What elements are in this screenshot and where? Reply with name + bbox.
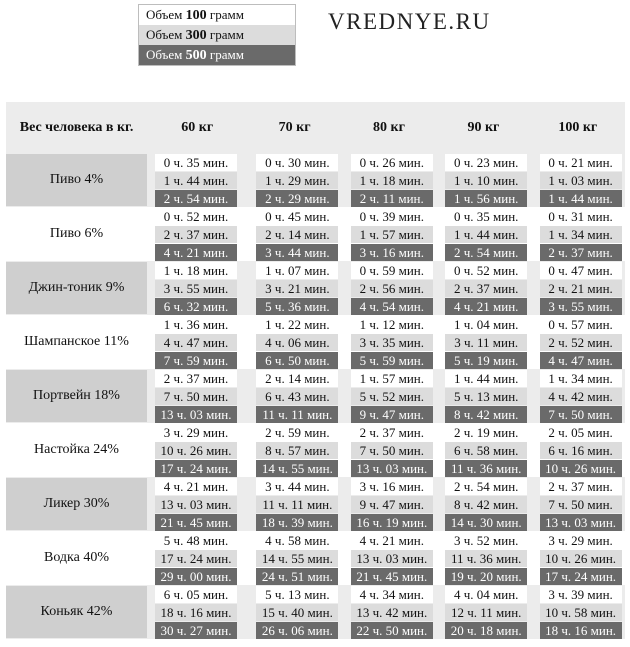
- elimination-time-100g: 0 ч. 52 мин.: [155, 208, 237, 225]
- weight-header-80: 80 кг: [373, 119, 405, 135]
- drink-label: Пиво 4%: [6, 154, 147, 206]
- elimination-time-500g: 21 ч. 45 мин.: [155, 514, 237, 531]
- elimination-time-300g: 4 ч. 47 мин.: [155, 334, 237, 351]
- elimination-time-100g: 0 ч. 39 мин.: [351, 208, 433, 225]
- time-cell-group: [147, 315, 247, 369]
- elimination-time-100g: 1 ч. 07 мин.: [256, 262, 338, 279]
- elimination-time-300g: 7 ч. 50 мин.: [540, 496, 622, 513]
- site-name: VREDNYE.RU: [328, 9, 491, 34]
- elimination-time-500g: 4 ч. 21 мин.: [155, 244, 237, 261]
- elimination-time-100g: 6 ч. 05 мин.: [155, 586, 237, 603]
- elimination-time-300g: 1 ч. 44 мин.: [155, 172, 237, 189]
- table-row: [6, 369, 625, 423]
- elimination-time-300g: 3 ч. 11 мин.: [445, 334, 527, 351]
- time-cell-group: [531, 315, 625, 369]
- elimination-time-500g: 9 ч. 47 мин.: [351, 406, 433, 423]
- elimination-time-100g: 0 ч. 47 мин.: [540, 262, 622, 279]
- elimination-time-300g: 8 ч. 57 мин.: [256, 442, 338, 459]
- elimination-time-500g: 14 ч. 55 мин.: [256, 460, 338, 477]
- elimination-time-300g: 1 ч. 44 мин.: [445, 226, 527, 243]
- elimination-time-100g: 4 ч. 21 мин.: [155, 478, 237, 495]
- elimination-time-100g: 2 ч. 19 мин.: [445, 424, 527, 441]
- elimination-time-500g: 21 ч. 45 мин.: [351, 568, 433, 585]
- elimination-time-100g: 0 ч. 31 мин.: [540, 208, 622, 225]
- elimination-time-500g: 13 ч. 03 мин.: [351, 460, 433, 477]
- elimination-time-300g: 15 ч. 40 мин.: [256, 604, 338, 621]
- time-cell-group: [342, 315, 436, 369]
- elimination-time-500g: 13 ч. 03 мин.: [540, 514, 622, 531]
- elimination-time-100g: 3 ч. 39 мин.: [540, 586, 622, 603]
- elimination-time-100g: 4 ч. 04 мин.: [445, 586, 527, 603]
- elimination-time-500g: 14 ч. 30 мин.: [445, 514, 527, 531]
- time-cell-group: [247, 423, 341, 477]
- elimination-time-100g: 1 ч. 57 мин.: [351, 370, 433, 387]
- time-cell-group: [247, 531, 341, 585]
- elimination-time-100g: 3 ч. 29 мин.: [155, 424, 237, 441]
- elimination-time-500g: 18 ч. 39 мин.: [256, 514, 338, 531]
- elimination-time-300g: 13 ч. 03 мин.: [155, 496, 237, 513]
- elimination-time-100g: 0 ч. 59 мин.: [351, 262, 433, 279]
- elimination-time-300g: 4 ч. 06 мин.: [256, 334, 338, 351]
- time-cell-group: [342, 531, 436, 585]
- elimination-time-300g: 13 ч. 03 мин.: [351, 550, 433, 567]
- elimination-time-300g: 6 ч. 58 мин.: [445, 442, 527, 459]
- time-cell-group: [436, 261, 530, 315]
- time-cell-group: [342, 369, 436, 423]
- elimination-time-500g: 2 ч. 29 мин.: [256, 190, 338, 207]
- elimination-time-500g: 26 ч. 06 мин.: [256, 622, 338, 639]
- elimination-time-300g: 5 ч. 13 мин.: [445, 388, 527, 405]
- elimination-time-300g: 1 ч. 18 мин.: [351, 172, 433, 189]
- elimination-time-300g: 2 ч. 52 мин.: [540, 334, 622, 351]
- elimination-time-300g: 14 ч. 55 мин.: [256, 550, 338, 567]
- time-cell-group: [247, 477, 341, 531]
- drink-label: Водка 40%: [6, 532, 147, 584]
- elimination-time-300g: 10 ч. 58 мин.: [540, 604, 622, 621]
- legend-300g: Объем 300 грамм: [139, 25, 295, 45]
- weight-header-70: 70 кг: [278, 119, 311, 135]
- elimination-time-300g: 1 ч. 03 мин.: [540, 172, 622, 189]
- drink-label: Коньяк 42%: [6, 586, 147, 638]
- elimination-time-500g: 17 ч. 24 мин.: [155, 460, 237, 477]
- elimination-time-100g: 3 ч. 44 мин.: [256, 478, 338, 495]
- time-cell-group: [247, 153, 341, 207]
- elimination-time-500g: 11 ч. 36 мин.: [445, 460, 527, 477]
- elimination-time-100g: 0 ч. 57 мин.: [540, 316, 622, 333]
- elimination-time-500g: 5 ч. 36 мин.: [256, 298, 338, 315]
- table-row: [6, 261, 625, 315]
- time-cell-group: [436, 423, 530, 477]
- elimination-time-100g: 2 ч. 59 мин.: [256, 424, 338, 441]
- time-cell-group: [147, 369, 247, 423]
- elimination-time-500g: 22 ч. 50 мин.: [351, 622, 433, 639]
- elimination-time-500g: 11 ч. 11 мин.: [256, 406, 338, 423]
- time-cell-group: [247, 207, 341, 261]
- time-cell-group: [342, 153, 436, 207]
- elimination-time-500g: 5 ч. 59 мин.: [351, 352, 433, 369]
- elimination-time-500g: 4 ч. 47 мин.: [540, 352, 622, 369]
- elimination-time-300g: 1 ч. 10 мин.: [445, 172, 527, 189]
- elimination-time-500g: 2 ч. 54 мин.: [155, 190, 237, 207]
- elimination-time-500g: 16 ч. 19 мин.: [351, 514, 433, 531]
- elimination-time-100g: 2 ч. 05 мин.: [540, 424, 622, 441]
- elimination-time-100g: 1 ч. 36 мин.: [155, 316, 237, 333]
- time-cell-group: [147, 261, 247, 315]
- elimination-time-100g: 0 ч. 35 мин.: [155, 154, 237, 171]
- time-cell-group: [436, 207, 530, 261]
- elimination-time-500g: 30 ч. 27 мин.: [155, 622, 237, 639]
- time-cell-group: [436, 369, 530, 423]
- elimination-time-100g: 1 ч. 34 мин.: [540, 370, 622, 387]
- table-row: [6, 207, 625, 261]
- elimination-time-300g: 4 ч. 42 мин.: [540, 388, 622, 405]
- time-cell-group: [531, 261, 625, 315]
- elimination-time-500g: 2 ч. 11 мин.: [351, 190, 433, 207]
- elimination-time-100g: 2 ч. 37 мин.: [540, 478, 622, 495]
- elimination-time-300g: 9 ч. 47 мин.: [351, 496, 433, 513]
- elimination-time-100g: 3 ч. 29 мин.: [540, 532, 622, 549]
- elimination-time-100g: 0 ч. 21 мин.: [540, 154, 622, 171]
- time-cell-group: [436, 315, 530, 369]
- elimination-time-300g: 7 ч. 50 мин.: [155, 388, 237, 405]
- elimination-time-300g: 17 ч. 24 мин.: [155, 550, 237, 567]
- elimination-time-300g: 2 ч. 56 мин.: [351, 280, 433, 297]
- time-cell-group: [436, 477, 530, 531]
- elimination-time-100g: 2 ч. 37 мин.: [351, 424, 433, 441]
- weight-header-label: Вес человека в кг.: [19, 119, 134, 135]
- elimination-time-100g: 0 ч. 52 мин.: [445, 262, 527, 279]
- elimination-time-100g: 3 ч. 16 мин.: [351, 478, 433, 495]
- time-cell-group: [147, 477, 247, 531]
- table-row: [6, 477, 625, 531]
- elimination-time-100g: 2 ч. 37 мин.: [155, 370, 237, 387]
- elimination-time-500g: 2 ч. 37 мин.: [540, 244, 622, 261]
- elimination-time-100g: 1 ч. 44 мин.: [445, 370, 527, 387]
- elimination-time-300g: 8 ч. 42 мин.: [445, 496, 527, 513]
- elimination-time-100g: 0 ч. 35 мин.: [445, 208, 527, 225]
- elimination-time-500g: 3 ч. 16 мин.: [351, 244, 433, 261]
- elimination-time-300g: 3 ч. 55 мин.: [155, 280, 237, 297]
- elimination-time-300g: 7 ч. 50 мин.: [351, 442, 433, 459]
- elimination-time-500g: 24 ч. 51 мин.: [256, 568, 338, 585]
- legend-500g: Объем 500 грамм: [139, 45, 295, 65]
- time-cell-group: [342, 477, 436, 531]
- elimination-time-300g: 10 ч. 26 мин.: [540, 550, 622, 567]
- elimination-time-300g: 6 ч. 43 мин.: [256, 388, 338, 405]
- weight-header-90: 90 кг: [467, 119, 500, 135]
- elimination-time-300g: 13 ч. 42 мин.: [351, 604, 433, 621]
- time-cell-group: [436, 153, 530, 207]
- time-cell-group: [436, 531, 530, 585]
- elimination-time-300g: 3 ч. 21 мин.: [256, 280, 338, 297]
- elimination-time-500g: 7 ч. 50 мин.: [540, 406, 622, 423]
- elimination-time-300g: 2 ч. 37 мин.: [445, 280, 527, 297]
- elimination-time-100g: 4 ч. 34 мин.: [351, 586, 433, 603]
- legend-100g: Объем 100 грамм: [139, 5, 295, 25]
- elimination-time-500g: 5 ч. 19 мин.: [445, 352, 527, 369]
- elimination-time-500g: 13 ч. 03 мин.: [155, 406, 237, 423]
- elimination-time-100g: 0 ч. 30 мин.: [256, 154, 338, 171]
- elimination-time-500g: 2 ч. 54 мин.: [445, 244, 527, 261]
- time-cell-group: [247, 315, 341, 369]
- elimination-time-300g: 1 ч. 57 мин.: [351, 226, 433, 243]
- drink-label: Ликер 30%: [6, 478, 147, 530]
- weight-header-100: 100 кг: [558, 119, 598, 135]
- time-cell-group: [147, 585, 247, 639]
- elimination-time-500g: 3 ч. 44 мин.: [256, 244, 338, 261]
- time-cell-group: [247, 261, 341, 315]
- elimination-time-300g: 11 ч. 11 мин.: [256, 496, 338, 513]
- table-body: [6, 153, 625, 639]
- time-cell-group: [342, 207, 436, 261]
- elimination-time-100g: 1 ч. 18 мин.: [155, 262, 237, 279]
- elimination-time-100g: 4 ч. 21 мин.: [351, 532, 433, 549]
- elimination-time-100g: 5 ч. 48 мин.: [155, 532, 237, 549]
- elimination-time-500g: 4 ч. 21 мин.: [445, 298, 527, 315]
- elimination-time-300g: 18 ч. 16 мин.: [155, 604, 237, 621]
- elimination-time-100g: 4 ч. 58 мин.: [256, 532, 338, 549]
- elimination-time-300g: 2 ч. 14 мин.: [256, 226, 338, 243]
- time-cell-group: [531, 207, 625, 261]
- time-cell-group: [436, 585, 530, 639]
- alcohol-elimination-table: [6, 102, 625, 639]
- table-row: [6, 153, 625, 207]
- elimination-time-500g: 4 ч. 54 мин.: [351, 298, 433, 315]
- time-cell-group: [342, 585, 436, 639]
- elimination-time-500g: 8 ч. 42 мин.: [445, 406, 527, 423]
- elimination-time-300g: 5 ч. 52 мин.: [351, 388, 433, 405]
- time-cell-group: [147, 153, 247, 207]
- elimination-time-100g: 1 ч. 22 мин.: [256, 316, 338, 333]
- elimination-time-500g: 19 ч. 20 мин.: [445, 568, 527, 585]
- elimination-time-100g: 1 ч. 04 мин.: [445, 316, 527, 333]
- elimination-time-100g: 1 ч. 12 мин.: [351, 316, 433, 333]
- elimination-time-500g: 18 ч. 16 мин.: [540, 622, 622, 639]
- elimination-time-100g: 2 ч. 14 мин.: [256, 370, 338, 387]
- elimination-time-100g: 0 ч. 26 мин.: [351, 154, 433, 171]
- table-row: [6, 315, 625, 369]
- elimination-time-500g: 1 ч. 44 мин.: [540, 190, 622, 207]
- time-cell-group: [342, 423, 436, 477]
- elimination-time-300g: 3 ч. 35 мин.: [351, 334, 433, 351]
- table-row: [6, 423, 625, 477]
- elimination-time-500g: 7 ч. 59 мин.: [155, 352, 237, 369]
- weight-header-60: 60 кг: [181, 119, 214, 135]
- elimination-time-300g: 1 ч. 29 мин.: [256, 172, 338, 189]
- elimination-time-100g: 2 ч. 54 мин.: [445, 478, 527, 495]
- elimination-time-500g: 20 ч. 18 мин.: [445, 622, 527, 639]
- time-cell-group: [531, 531, 625, 585]
- time-cell-group: [531, 585, 625, 639]
- drink-label: Пиво 6%: [6, 208, 147, 260]
- elimination-time-300g: 2 ч. 21 мин.: [540, 280, 622, 297]
- time-cell-group: [531, 477, 625, 531]
- elimination-time-500g: 10 ч. 26 мин.: [540, 460, 622, 477]
- time-cell-group: [247, 369, 341, 423]
- elimination-time-500g: 1 ч. 56 мин.: [445, 190, 527, 207]
- drink-label: Джин-тоник 9%: [6, 262, 147, 314]
- time-cell-group: [531, 369, 625, 423]
- elimination-time-300g: 2 ч. 37 мин.: [155, 226, 237, 243]
- time-cell-group: [342, 261, 436, 315]
- table-row: [6, 585, 625, 639]
- elimination-time-300g: 12 ч. 11 мин.: [445, 604, 527, 621]
- elimination-time-100g: 5 ч. 13 мин.: [256, 586, 338, 603]
- elimination-time-100g: 0 ч. 45 мин.: [256, 208, 338, 225]
- time-cell-group: [531, 153, 625, 207]
- time-cell-group: [147, 423, 247, 477]
- elimination-time-100g: 0 ч. 23 мин.: [445, 154, 527, 171]
- drink-label: Шампанское 11%: [6, 316, 147, 368]
- table-header: [6, 102, 625, 153]
- table-row: [6, 531, 625, 585]
- elimination-time-300g: 11 ч. 36 мин.: [445, 550, 527, 567]
- elimination-time-500g: 6 ч. 32 мин.: [155, 298, 237, 315]
- drink-label: Портвейн 18%: [6, 370, 147, 422]
- elimination-time-500g: 6 ч. 50 мин.: [256, 352, 338, 369]
- time-cell-group: [247, 585, 341, 639]
- volume-legend: [138, 4, 296, 66]
- elimination-time-500g: 3 ч. 55 мин.: [540, 298, 622, 315]
- elimination-time-100g: 3 ч. 52 мин.: [445, 532, 527, 549]
- elimination-time-500g: 17 ч. 24 мин.: [540, 568, 622, 585]
- time-cell-group: [531, 423, 625, 477]
- elimination-time-300g: 10 ч. 26 мин.: [155, 442, 237, 459]
- time-cell-group: [147, 531, 247, 585]
- drink-label: Настойка 24%: [6, 424, 147, 476]
- elimination-time-300g: 1 ч. 34 мин.: [540, 226, 622, 243]
- time-cell-group: [147, 207, 247, 261]
- elimination-time-500g: 29 ч. 00 мин.: [155, 568, 237, 585]
- elimination-time-300g: 6 ч. 16 мин.: [540, 442, 622, 459]
